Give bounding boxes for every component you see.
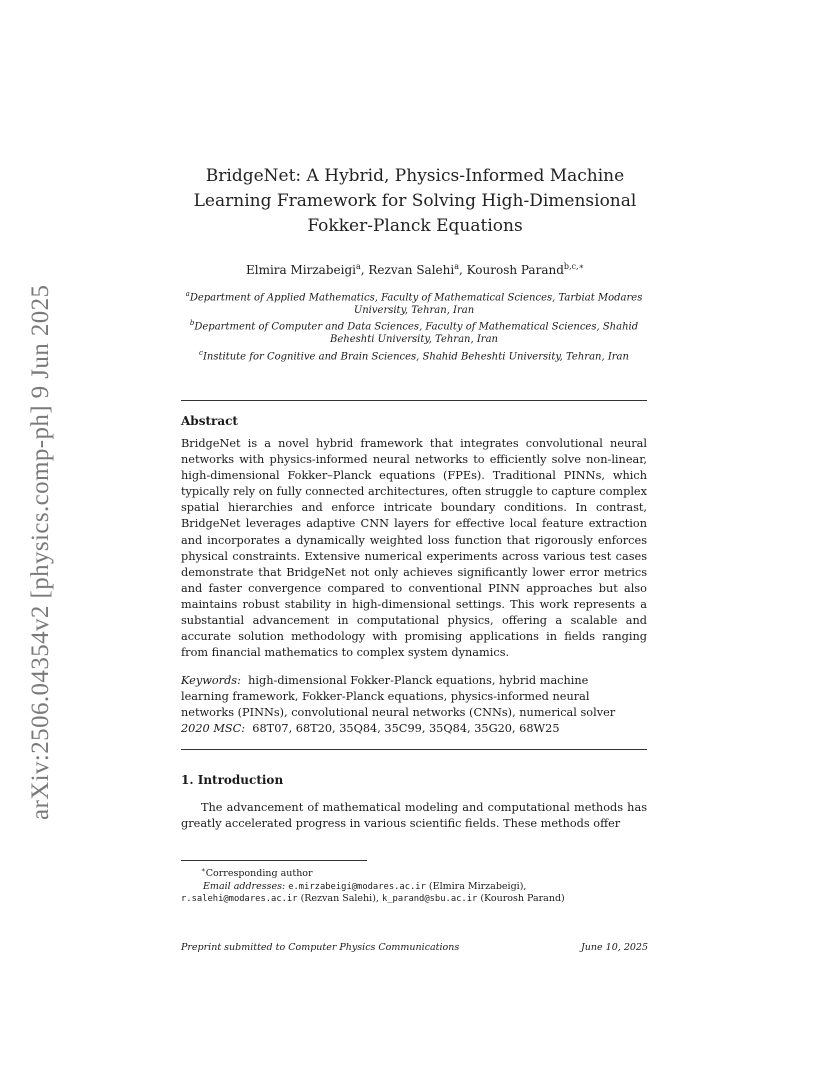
abstract-heading: Abstract: [181, 414, 238, 428]
abstract-top-rule: [181, 400, 647, 401]
paper-title: [140, 164, 690, 239]
msc-codes: 68T07, 68T20, 35Q84, 35C99, 35Q84, 35G20, 68W25: [252, 722, 560, 736]
author-affil-mark: a: [355, 262, 361, 271]
affiliation-text: Department of Computer and Data Sciences, Faculty of Mathematical Sciences, Shahid: [194, 321, 639, 333]
author-name: Rezvan Salehi: [368, 263, 455, 277]
keywords-text: high-dimensional Fokker-Planck equations, hybrid machine: [248, 674, 589, 687]
affiliation-mark: a: [185, 290, 190, 298]
email-owner: (Elmira Mirzabeigi),: [428, 880, 527, 892]
author-name: Kourosh Parand: [466, 263, 564, 277]
affiliation-text: Institute for Cognitive and Brain Sciences, Shahid Beheshti University, Tehran, Iran: [202, 350, 629, 362]
email-owner: (Rezvan Salehi),: [300, 893, 379, 905]
preprint-note: Preprint submitted to Computer Physics Communications: [181, 942, 460, 953]
author-affil-mark: b,c,∗: [563, 262, 585, 271]
email-owner: (Kourosh Parand): [480, 893, 565, 905]
email-link[interactable]: e.mirzabeigi@modares.ac.ir: [288, 881, 426, 892]
title-line: Learning Framework for Solving High-Dimensional: [193, 191, 637, 211]
author-list: Elmira Mirzabeigi$^a$, Rezvan Salehi$^a$, Kourosh Parand$^{b,c,∗}$: [245, 262, 585, 277]
preprint-date: June 10, 2025: [581, 942, 648, 953]
footnote: [181, 864, 647, 906]
affiliation: [175, 347, 653, 364]
title-line: BridgeNet: A Hybrid, Physics-Informed Machine: [205, 166, 625, 186]
email-link[interactable]: r.salehi@modares.ac.ir: [181, 894, 298, 905]
affiliation-text: Beheshti University, Tehran, Iran: [330, 334, 498, 346]
arxiv-side-identifier: arXiv:2506.04354v2 [physics.comp-ph] 9 Jun 2025: [27, 284, 54, 820]
keywords-text: networks (PINNs), convolutional neural networks (CNNs), numerical solver: [181, 706, 616, 720]
section-heading-introduction: 1. Introduction: [181, 773, 284, 787]
footnote-rule: [181, 860, 367, 861]
keywords-block: [181, 673, 647, 737]
abstract-text: BridgeNet is a novel hybrid framework that integrates convolutional neural networks with physics-informed neural networks to efficiently solve non-linear, high-dimensional Fokker–Planck equations (FPEs). Traditional PINNs, which typically rely on fully connected architectures, often struggle to capture complex spatial hierarchies and enforce intricate boundary conditions. In contrast, BridgeNet leverages adaptive CNN layers for effective local feature extraction and incorporates a dynamically weighted loss function that rigorously enforces physical constraints. Extensive numerical experiments across various test cases demonstrate that BridgeNet not only achieves significantly lower error metrics and faster convergence compared to conventional PINN approaches but also maintains robust stability in high-dimensional settings. This work represents a substantial advancement in computational physics, offering a scalable and accurate solution methodology with promising applications in fields ranging from financial mathematics to complex system dynamics.: [181, 437, 647, 660]
introduction-paragraph: The advancement of mathematical modeling and computational methods has greatly accelerated progress in various scientific fields. These methods offer: [181, 801, 647, 831]
affiliation-text: Department of Applied Mathematics, Faculty of Mathematical Sciences, Tarbiat Modares: [189, 292, 643, 304]
title-line: Fokker-Planck Equations: [307, 216, 523, 236]
footnote-mark: ∗: [201, 866, 206, 874]
msc-label: 2020 MSC:: [181, 722, 246, 736]
affiliation: [175, 317, 653, 346]
corresponding-author-note: Corresponding author: [205, 868, 313, 880]
affiliation-list: [175, 288, 653, 363]
affiliation-mark: c: [199, 348, 203, 357]
abstract-bottom-rule: [181, 749, 647, 750]
keywords-label: Keywords:: [181, 674, 241, 687]
email-link[interactable]: k_parand@sbu.ac.ir: [381, 894, 478, 905]
affiliation-mark: b: [189, 319, 195, 328]
affiliation: [175, 288, 653, 317]
email-label: Email addresses:: [203, 880, 286, 892]
keywords-text: learning framework, Fokker-Planck equations, physics-informed neural: [181, 690, 590, 704]
author-affil-mark: a: [454, 262, 459, 271]
author-name: Elmira Mirzabeigi: [245, 263, 356, 277]
affiliation-text: University, Tehran, Iran: [353, 304, 475, 316]
